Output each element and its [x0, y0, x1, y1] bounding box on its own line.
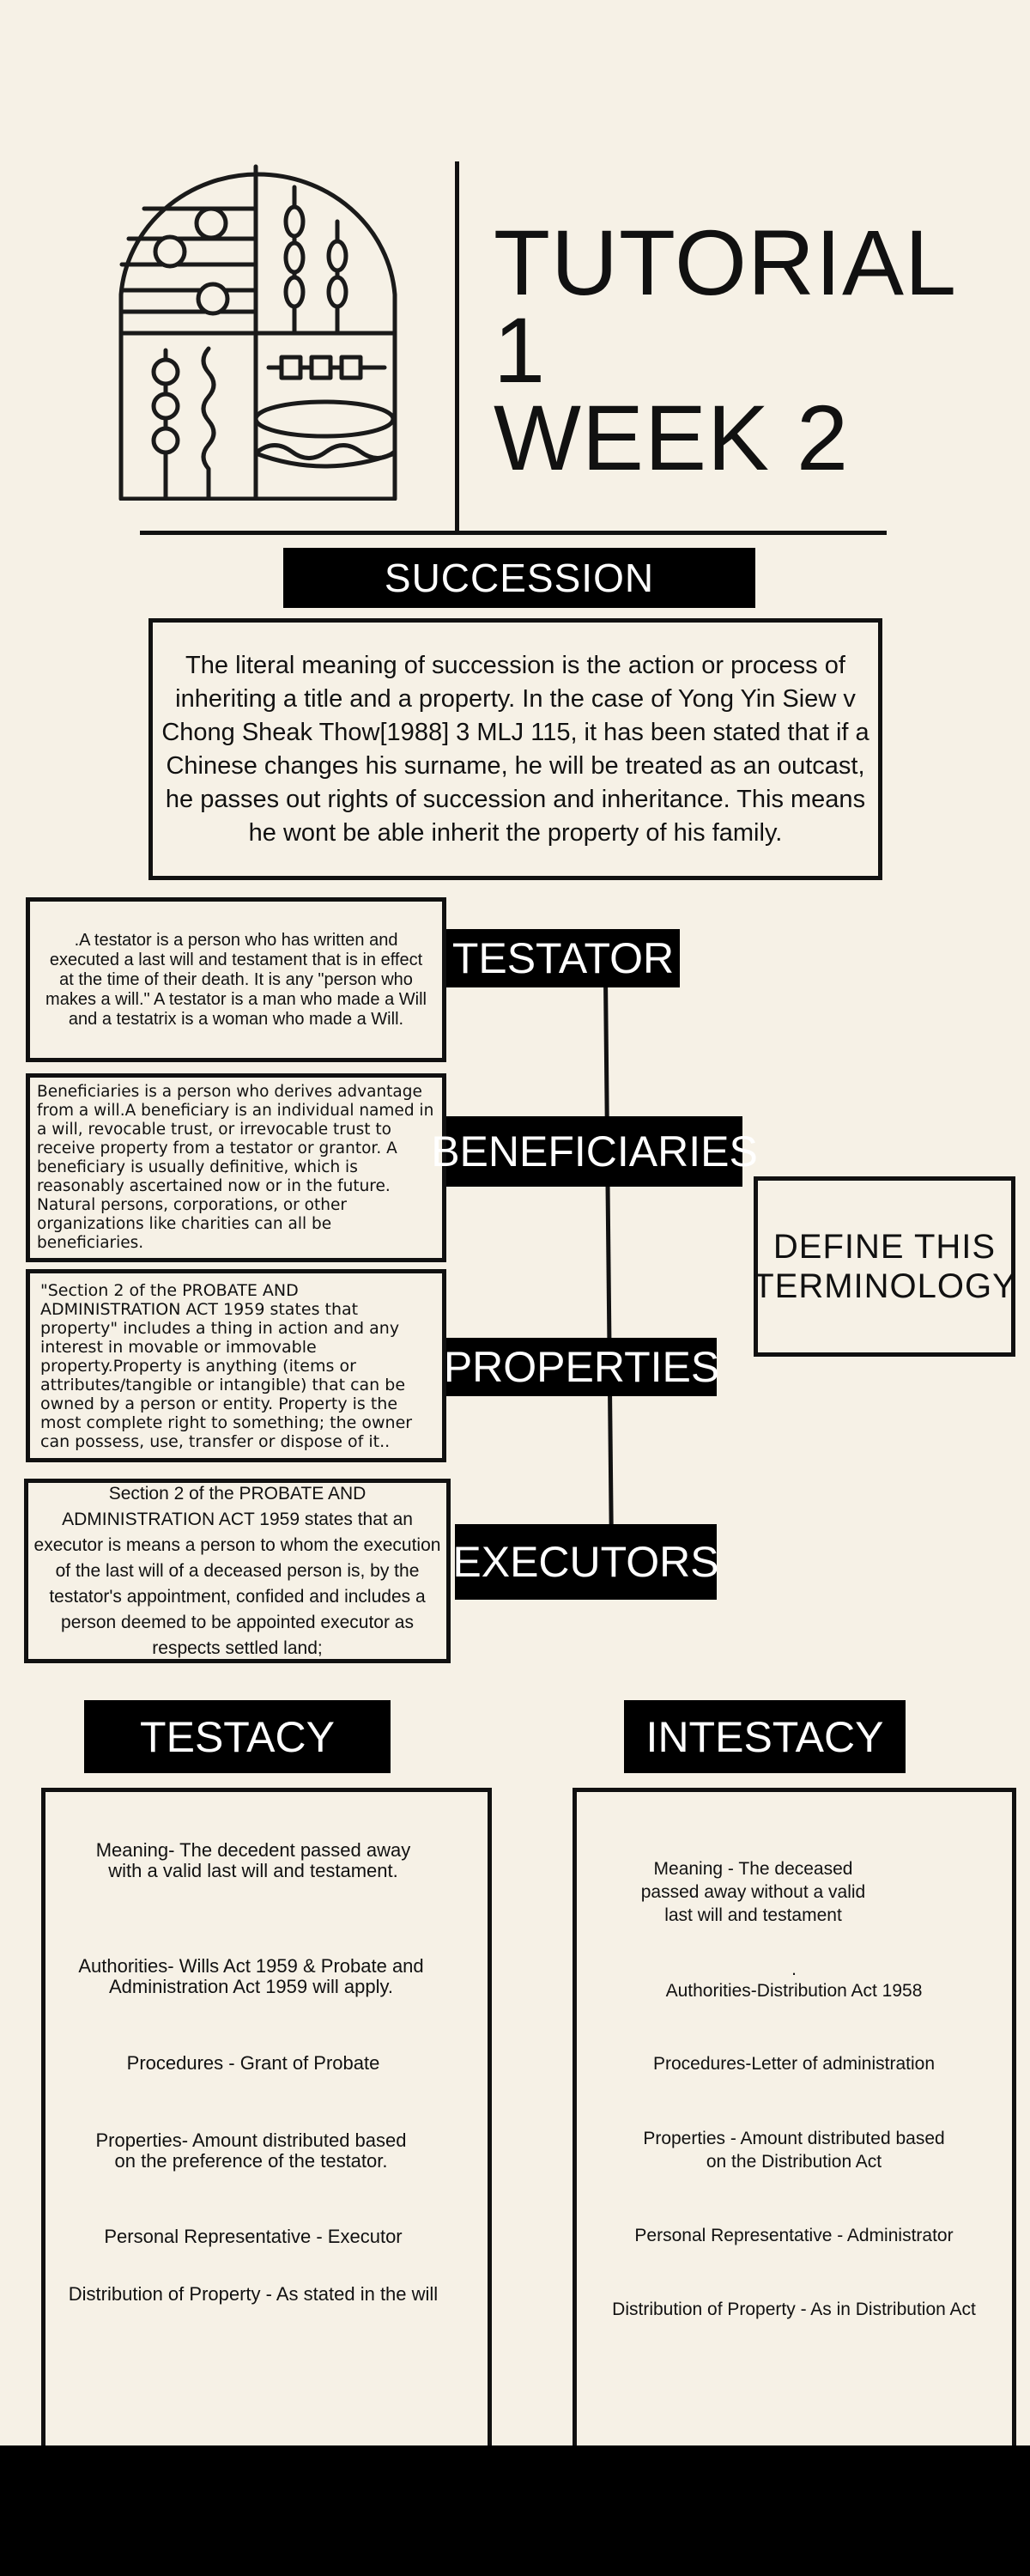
- testacy-authorities: Authorities- Wills Act 1959 & Probate and Administration Act 1959 will apply.: [78, 1955, 424, 1997]
- beneficiaries-definition-box: [26, 1073, 446, 1262]
- testacy-procedures: Procedures - Grant of Probate: [126, 2052, 380, 2074]
- intestacy-procedures: Procedures-Letter of administration: [653, 2054, 935, 2074]
- succession-text: The literal meaning of succession is the action or process of inheriting a title and a property. In the case of Yong Yin Siew v Chong Sheak Thow[1988] 3 MLJ 115, it has been stated that if a Chinese changes his surname, he will be treated as an outcast, he passes out rights of succession and inheritance. This means he wont be able inherit the property of his family.: [161, 651, 869, 847]
- intestacy-personal-representative: Personal Representative - Administrator: [634, 2226, 954, 2245]
- testacy-label: TESTACY: [84, 1700, 391, 1773]
- terms-connector-line: [603, 979, 614, 1528]
- intestacy-authorities: Authorities-Distribution Act 1958: [665, 1981, 923, 2001]
- executors-text: Section 2 of the PROBATE AND ADMINISTRATION ACT 1959 states that an executor is means a person to whom the execution of the last will of a deceased person is, by the testator's appointment, confided and includes a person deemed to be appointed executor as respects settled land;: [33, 1483, 441, 1658]
- define-line-2: TERMINOLOGY: [753, 1267, 1016, 1305]
- footer-bar: [0, 2445, 1030, 2576]
- succession-definition-box: [148, 618, 882, 880]
- intestacy-dot: .: [791, 1959, 797, 1979]
- properties-definition-box: [26, 1269, 446, 1462]
- testacy-meaning: Meaning- The decedent passed away with a valid last will and testament.: [95, 1839, 411, 1881]
- abacus-arch-icon: [118, 161, 397, 501]
- testator-label: TESTATOR: [446, 929, 680, 987]
- beneficiaries-text: Beneficiaries is a person who derives advantage from a will.A beneficiary is an individual named in a will, revocable trust, or irrevocable trust to receive property from a testator or grantor. A beneficiary is usually definitive, which is reasonably ascertained now or in the future. Natural persons, corporations, or other organizations like charities can all be beneficiaries.: [37, 1083, 434, 1252]
- succession-label: SUCCESSION: [283, 548, 755, 608]
- title-line-1: TUTORIAL 1: [494, 210, 954, 402]
- beneficiaries-label: BENEFICIARIES: [446, 1116, 742, 1187]
- properties-label: PROPERTIES: [446, 1338, 717, 1396]
- properties-text: "Section 2 of the PROBATE AND ADMINISTRATION ACT 1959 states that property" includes a thing in action and any interest in movable or immovable property.Property is anything (items or attributes/tangible or intangible) that can be owned by a person or entity. Property is the most complete right to something; the owner can possess, use, transfer or dispose of it..: [40, 1280, 413, 1451]
- title-line-2: WEEK 2: [494, 386, 850, 489]
- header-divider-vertical: [455, 161, 459, 531]
- define-line-1: DEFINE THIS: [772, 1228, 997, 1266]
- executors-label: EXECUTORS: [455, 1524, 717, 1600]
- testacy-properties: Properties- Amount distributed based on the preference of the testator.: [95, 2129, 407, 2172]
- define-terminology-box: [754, 1176, 1015, 1357]
- testator-text: .A testator is a person who has written and executed a last will and testament that is in effect at the time of their death. It is any "person who makes a will." A testator is a man who made a Will and a testatrix is a woman who made a Will.: [45, 930, 427, 1029]
- testacy-personal-representative: Personal Representative - Executor: [104, 2226, 403, 2247]
- intestacy-label: INTESTACY: [624, 1700, 906, 1773]
- testator-definition-box: [26, 897, 446, 1062]
- intestacy-meaning: Meaning - The deceased passed away without a valid last will and testament: [640, 1859, 866, 1925]
- intestacy-properties: Properties - Amount distributed based on the Distribution Act: [643, 2129, 945, 2172]
- testacy-box: [41, 1788, 492, 2449]
- executors-definition-box: [24, 1479, 451, 1663]
- intestacy-distribution: Distribution of Property - As in Distribution Act: [612, 2300, 976, 2319]
- testacy-distribution: Distribution of Property - As stated in the will: [68, 2283, 439, 2305]
- header-divider-horizontal: [140, 531, 887, 535]
- page-title: [494, 210, 974, 489]
